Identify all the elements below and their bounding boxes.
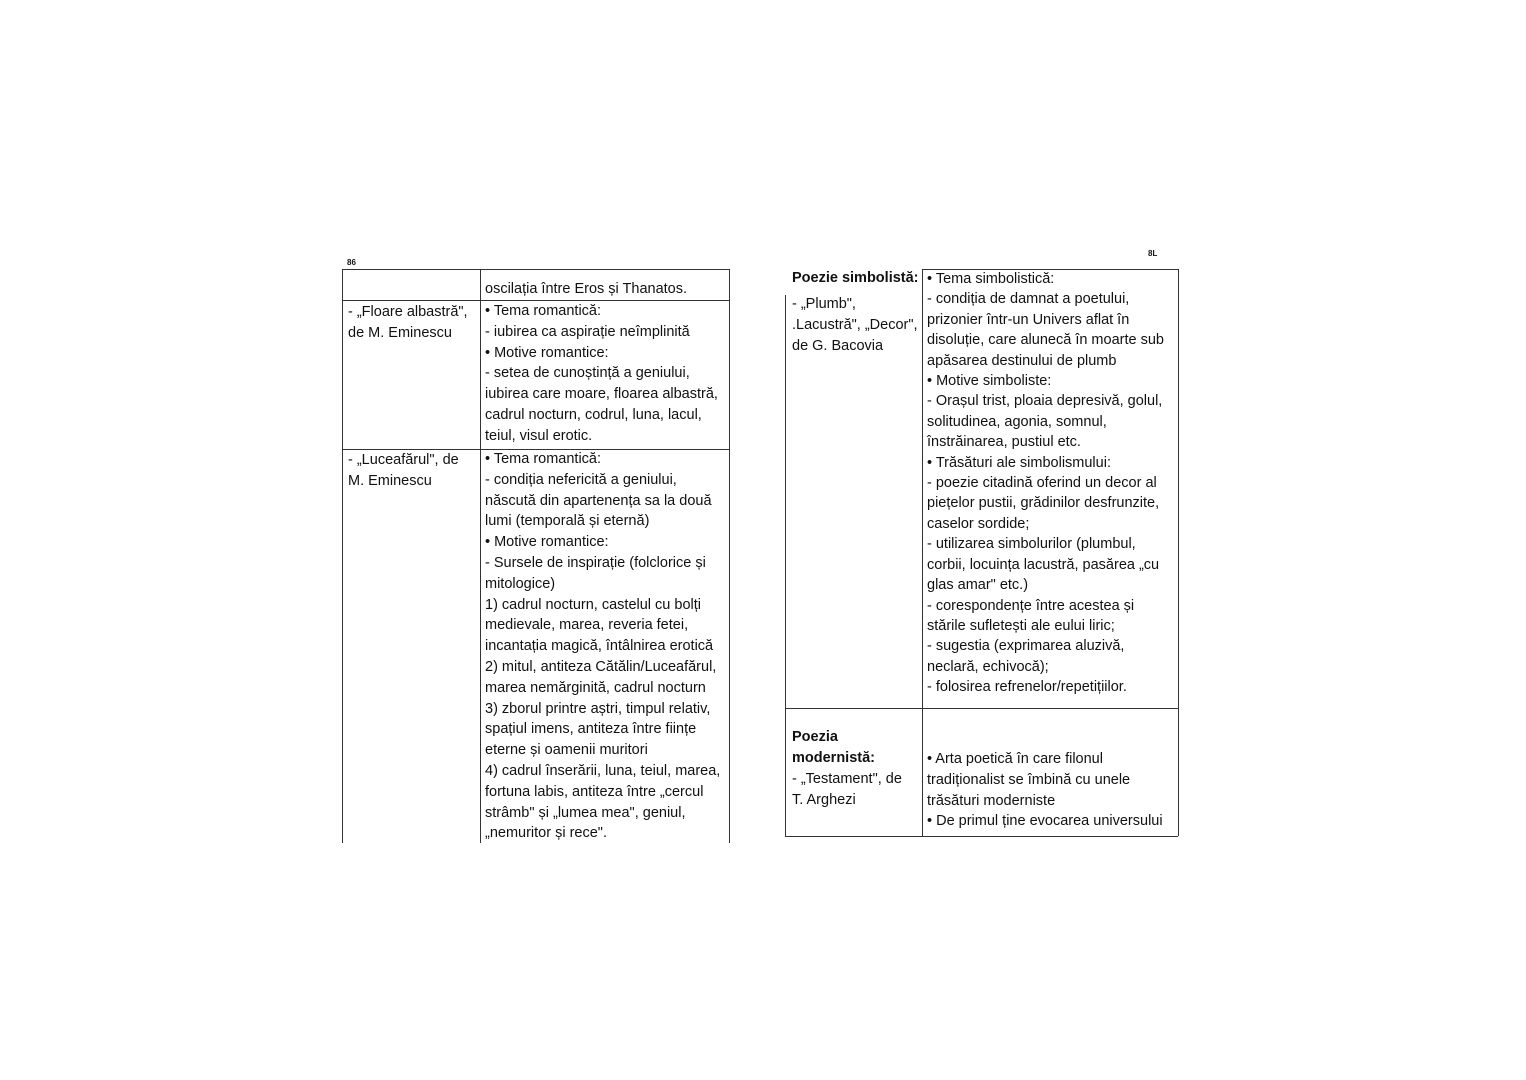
text-line: T. Arghezi bbox=[792, 791, 856, 808]
right-row1-heading bbox=[792, 727, 875, 769]
text-line: - „Luceafărul", de bbox=[348, 452, 459, 468]
right-table-bottom-border bbox=[785, 836, 1178, 837]
text-line: corbii, locuința lacustră, pasărea „cu bbox=[927, 556, 1160, 573]
text-line: - „Floare albastră", bbox=[348, 304, 468, 320]
right-page-number: 8L bbox=[1148, 249, 1158, 258]
text-line: oscilația între Eros și Thanatos. bbox=[485, 281, 688, 297]
text-line: marea nemărginită, cadrul nocturn bbox=[485, 679, 706, 696]
text-line: solitudinea, agonia, somnul, bbox=[927, 413, 1107, 430]
text-line: • Motive romantice: bbox=[485, 534, 609, 551]
text-line: 4) cadrul înserării, luna, teiul, marea, bbox=[485, 762, 721, 779]
left-page-number: 86 bbox=[347, 258, 356, 267]
text-line: • Motive romantice: bbox=[485, 344, 609, 361]
text-line: 1) cadrul nocturn, castelul cu bolți bbox=[485, 596, 701, 613]
text-line: - condiția de damnat a poetului, bbox=[927, 291, 1130, 308]
right-table-left-border bbox=[785, 295, 786, 836]
text-line: născută din apartenența sa la două bbox=[485, 492, 712, 509]
right-row0-content bbox=[927, 269, 1164, 698]
right-row1-content bbox=[927, 749, 1163, 832]
text-line: iubirea care moare, floarea albastră, bbox=[485, 386, 718, 403]
right-row1-title bbox=[792, 769, 902, 811]
text-line: de M. Eminescu bbox=[348, 324, 452, 341]
text-line: 3) zborul printre aștri, timpul relativ, bbox=[485, 700, 711, 717]
left-row1-content bbox=[485, 301, 718, 447]
text-line: Poezia bbox=[792, 729, 838, 745]
text-line: caselor sordide; bbox=[927, 515, 1030, 532]
text-line: Poezie simbolistă: bbox=[792, 270, 919, 286]
text-line: incantația magică, întâlnirea erotică bbox=[485, 638, 714, 655]
text-line: glas amar" etc.) bbox=[927, 577, 1029, 594]
text-line: - folosirea refrenelor/repetițiilor. bbox=[927, 679, 1127, 696]
text-line: piețelor pustii, grădinilor desfrunzite, bbox=[927, 495, 1160, 512]
text-line: - poezie citadină oferind un decor al bbox=[927, 475, 1157, 492]
right-table-divider bbox=[785, 708, 1178, 709]
text-line: • Arta poetică în care filonul bbox=[927, 751, 1103, 767]
text-line: tradiționalist se îmbină cu unele bbox=[927, 771, 1131, 788]
left-table-col-divider bbox=[480, 269, 481, 843]
left-table-right-border bbox=[729, 269, 730, 843]
text-line: • Trăsături ale simbolismului: bbox=[927, 454, 1111, 471]
text-line: .Lacustră", „Decor", bbox=[792, 316, 918, 333]
text-line: „nemuritor și rece". bbox=[485, 825, 607, 842]
text-line: de G. Bacovia bbox=[792, 337, 884, 354]
text-line: • Motive simboliste: bbox=[927, 373, 1052, 390]
left-row2-content bbox=[485, 449, 720, 844]
text-line: prizonier într-un Univers aflat în bbox=[927, 311, 1130, 328]
text-line: înstrăinarea, pustiul etc. bbox=[927, 434, 1081, 451]
text-line: teiul, visul erotic. bbox=[485, 427, 593, 444]
text-line: - utilizarea simbolurilor (plumbul, bbox=[927, 536, 1136, 553]
right-row0-title bbox=[792, 294, 918, 356]
text-line: trăsături moderniste bbox=[927, 792, 1056, 809]
text-line: eterne și oamenii muritori bbox=[485, 742, 648, 759]
text-line: - sugestia (exprimarea aluzivă, bbox=[927, 638, 1125, 655]
text-line: • Tema romantică: bbox=[485, 451, 602, 467]
right-row0-heading bbox=[792, 268, 919, 289]
text-line: neclară, echivocă); bbox=[927, 658, 1049, 675]
text-line: - Orașul trist, ploaia depresivă, golul, bbox=[927, 393, 1163, 410]
right-table-right-border bbox=[1178, 269, 1179, 836]
text-line: • Tema romantică: bbox=[485, 303, 602, 319]
left-table-top-border bbox=[342, 269, 729, 270]
text-line: - corespondențe între acestea și bbox=[927, 597, 1135, 614]
text-line: M. Eminescu bbox=[348, 472, 432, 489]
text-line: stările sufletești ale eului liric; bbox=[927, 617, 1115, 634]
text-line: 2) mitul, antiteza Cătălin/Luceafărul, bbox=[485, 658, 717, 675]
right-table-col-divider bbox=[922, 269, 923, 836]
text-line: • De primul ține evocarea universului bbox=[927, 813, 1163, 830]
left-row2-title bbox=[348, 450, 459, 492]
text-line: lumi (temporală și eternă) bbox=[485, 513, 650, 530]
text-line: medievale, marea, reveria fetei, bbox=[485, 617, 689, 634]
text-line: - „Testament", de bbox=[792, 771, 902, 787]
text-line: fortuna labis, antiteza între „cercul bbox=[485, 783, 704, 800]
text-line: - condiția nefericită a geniului, bbox=[485, 471, 677, 488]
left-row0-content bbox=[485, 279, 687, 300]
text-line: apăsarea destinului de plumb bbox=[927, 352, 1117, 369]
text-line: - iubirea ca aspirație neîmplinită bbox=[485, 323, 690, 340]
text-line: - setea de cunoștință a geniului, bbox=[485, 365, 690, 382]
text-line: cadrul nocturn, codrul, luna, lacul, bbox=[485, 406, 702, 423]
left-table-left-border bbox=[342, 269, 343, 843]
text-line: spațiul imens, antiteza între ființe bbox=[485, 721, 697, 738]
left-row1-title bbox=[348, 302, 468, 344]
text-line: - Sursele de inspirație (folclorice și bbox=[485, 554, 706, 571]
text-line: modernistă: bbox=[792, 749, 875, 766]
text-line: • Tema simbolistică: bbox=[927, 271, 1055, 287]
text-line: strâmb" și „lumea mea", geniul, bbox=[485, 804, 686, 821]
text-line: mitologice) bbox=[485, 575, 556, 592]
text-line: disoluție, care alunecă în moarte sub bbox=[927, 332, 1164, 349]
text-line: - „Plumb", bbox=[792, 296, 856, 312]
